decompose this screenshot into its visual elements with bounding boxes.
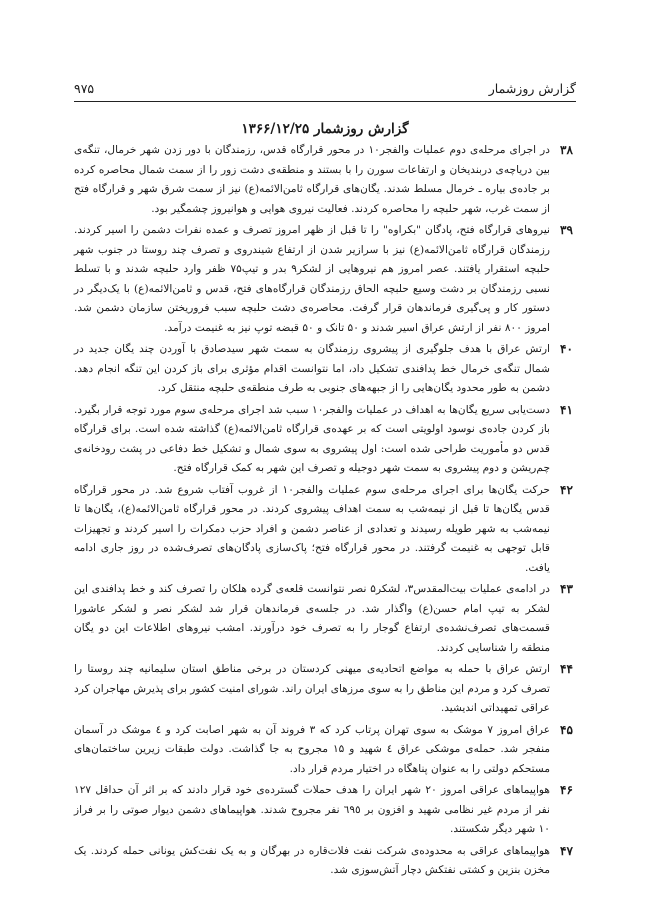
list-item	[74, 721, 576, 780]
list-item	[74, 660, 576, 719]
entry-text: در اجرای مرحله‌ی دوم عملیات والفجر۱۰ در محور قرارگاه قدس، رزمندگان با دور زدن شهر خرمال، تنگه‌ی بین دریاچه‌ی دربندیخان و ارتفاعات سورن را با بستند و منطقه‌ی دشت زور را از سمت شمال محاصره کرده بر جاده‌ی بیاره ـ خرمال مسلط شدند. یگان‌های قرارگاه ثامن‌الائمه(ع) نیز از سمت شرق شهر و قرارگاه فتح از سمت غرب، شهر حلبچه را محاصره کردند. فعالیت نیروی هوایی و هوانیروز چشمگیر بود.	[74, 144, 550, 215]
list-item	[74, 221, 576, 338]
entry-number: ۴۶	[560, 783, 573, 797]
entry-text: در ادامه‌ی عملیات بیت‌المقدس۳، لشکر۵ نصر نتوانست قلعه‌ی گرده هلکان را تصرف کند و خط پدافندی این لشکر به تیپ امام حسن(ع) واگذار شد. در جلسه‌ی فرماندهان قرار شد لشکر نصر و لشکر عاشورا قسمت‌های تصرف‌نشده‌ی ارتفاع گوجار را به تصرف خود درآورند. امشب نیروهای اطلاعات این دو یگان منطقه را شناسایی کردند.	[74, 583, 551, 654]
entry-number: ۴۷	[560, 843, 573, 858]
header-rule	[74, 101, 576, 102]
entry-number: ۴۳	[560, 582, 573, 596]
list-item	[74, 141, 576, 219]
date-title: گزارش روزشمار ۱۳۶۶/۱۲/۲۵	[241, 121, 409, 137]
running-header	[74, 78, 576, 98]
entry-text: نیروهای قرارگاه فتح، پادگان "بکراوه" را تا قبل از ظهر امروز تصرف و عمده نفرات دشمن را اسیر کردند. رزمندگان قرارگاه ثامن‌الائمه(ع) نیز با سرازیر شدن از ارتفاع شیندروی و تصرف چند روستا در جنوب شهر حلبچه استقرار یافتند. عصر امروز هم نیروهایی از لشکر۹ بدر و تیپ۷۵ ظفر وارد حلبچه شدند و با تسلط نسبی رزمندگان بر دشت وسیع حلبچه الحاق رزمندگان قرارگاه‌های فتح، قدس و ثامن‌الائمه(ع) با یک‌دیگر در دستور کار و پی‌گیری فرماندهان قرار گرفت. محاصره‌ی دشت حلبچه سبب فروریختن سازمان دشمن شد. امروز ۸۰۰ نفر از ارتش عراق اسیر شدند و ۵۰ تانک و ۵۰ قبضه توپ نیز به غنیمت درآمد.	[74, 224, 550, 334]
entries-list	[74, 141, 576, 883]
list-item	[74, 401, 576, 479]
list-item	[74, 580, 576, 658]
page-number: ۹۷۵	[74, 80, 95, 96]
entry-text: هواپیماهای عراقی به محدوده‌ی شرکت نفت فلات‌قاره در بهرگان و به یک نفت‌کش یونانی حمله کردند. یک مخزن بنزین و کشتی نفتکش دچار آتش‌سوزی شد.	[74, 844, 550, 876]
entry-text: دست‌یابی سریع یگان‌ها به اهداف در عملیات والفجر۱۰ سبب شد اجرای مرحله‌ی سوم مورد توجه قرار بگیرد. باز کردن جاده‌ی نوسود اولویتی است که بر عهده‌ی قرارگاه ثامن‌الائمه(ع) گذاشته شده است. برای قرارگاه قدس دو مأموریت طراحی شده است: اول پیشروی به سوی شمال و تشکیل خط دفاعی در پشت رودخانه‌ی چم‌ریشن و دوم پیشروی به سمت شهر دوجیله و تصرف این شهر به کمک قرارگاه فتح.	[74, 403, 551, 474]
entry-text: ارتش عراق با حمله به مواضع اتحادیه‌ی میهنی کردستان در برخی مناطق استان سلیمانیه چند روستا را تصرف کرد و مردم این مناطق را به سوی مرزهای ایران راند. شورای امنیت کشور برای پذیرش مهاجران کرد عراقی تمهیداتی اندیشید.	[74, 663, 550, 714]
entry-number: ۴۰	[560, 342, 573, 356]
entry-number: ۴۲	[560, 482, 573, 497]
entry-number: ۴۴	[560, 662, 573, 676]
list-item	[74, 781, 576, 840]
entry-number: ۴۱	[560, 402, 573, 417]
entry-text: حرکت یگان‌ها برای اجرای مرحله‌ی سوم عملیات والفجر۱۰ از غروب آفتاب شروع شد. در محور قرارگاه قدس یگان‌ها تا قبل از نیمه‌شب به سمت اهداف پیشروی کردند. در محور قرارگاه ثامن‌الائمه(ع)، یگان‌ها تا نیمه‌شب به شهر طویله رسیدند و تعدادی از عناصر دشمن و افراد حزب دمکرات را اسیر کردند و تجهیزات قابل توجهی به غنیمت گرفتند. در محور قرارگاه فتح؛ پاک‌سازی پادگان‌های تصرف‌شده در روز جاری ادامه یافت.	[74, 483, 550, 574]
entry-number: ۳۹	[560, 223, 573, 237]
entry-number: ۴۵	[560, 722, 573, 737]
list-item	[74, 481, 576, 579]
entry-text: ارتش عراق با هدف جلوگیری از پیشروی رزمندگان به سمت شهر سیدصادق با آوردن چند یگان جدید در شمال تنگه‌ی خرمال خط پدافندی تشکیل داد، اما نتوانست اقدام مؤثری برای باز کردن این تنگه انجام دهد. دشمن به طور محدود یگان‌هایی را از جبهه‌های جنوبی به طرف منطقه‌ی حلبچه منتقل کرد.	[74, 343, 550, 394]
list-item	[74, 842, 576, 881]
entry-text: هواپیماهای عراقی امروز ۲۰ شهر ایران را هدف حملات گسترده‌ی خود قرار دادند که بر اثر آن حداقل ۱۲۷ نفر از مردم غیر نظامی شهید و افزون بر ٦۹٥ نفر مجروح شدند. هواپیماهای دشمن دیوار صوتی را بر فراز ۱۰ شهر دیگر شکستند.	[74, 784, 550, 835]
entry-number: ۳۸	[560, 143, 573, 157]
list-item	[74, 340, 576, 399]
entry-text: عراق امروز ۷ موشک به سوی تهران پرتاب کرد که ۳ فروند آن به شهر اصابت کرد و ٤ موشک در آسمان منفجر شد. حمله‌ی موشکی عراق ٤ شهید و ۱۵ مجروح به جا گذاشت. دولت طبقات زیرین ساختمان‌های مستحکم دولتی را به عنوان پناهگاه در اختیار مردم قرار داد.	[74, 723, 551, 775]
running-title: گزارش روزشمار	[488, 80, 576, 96]
